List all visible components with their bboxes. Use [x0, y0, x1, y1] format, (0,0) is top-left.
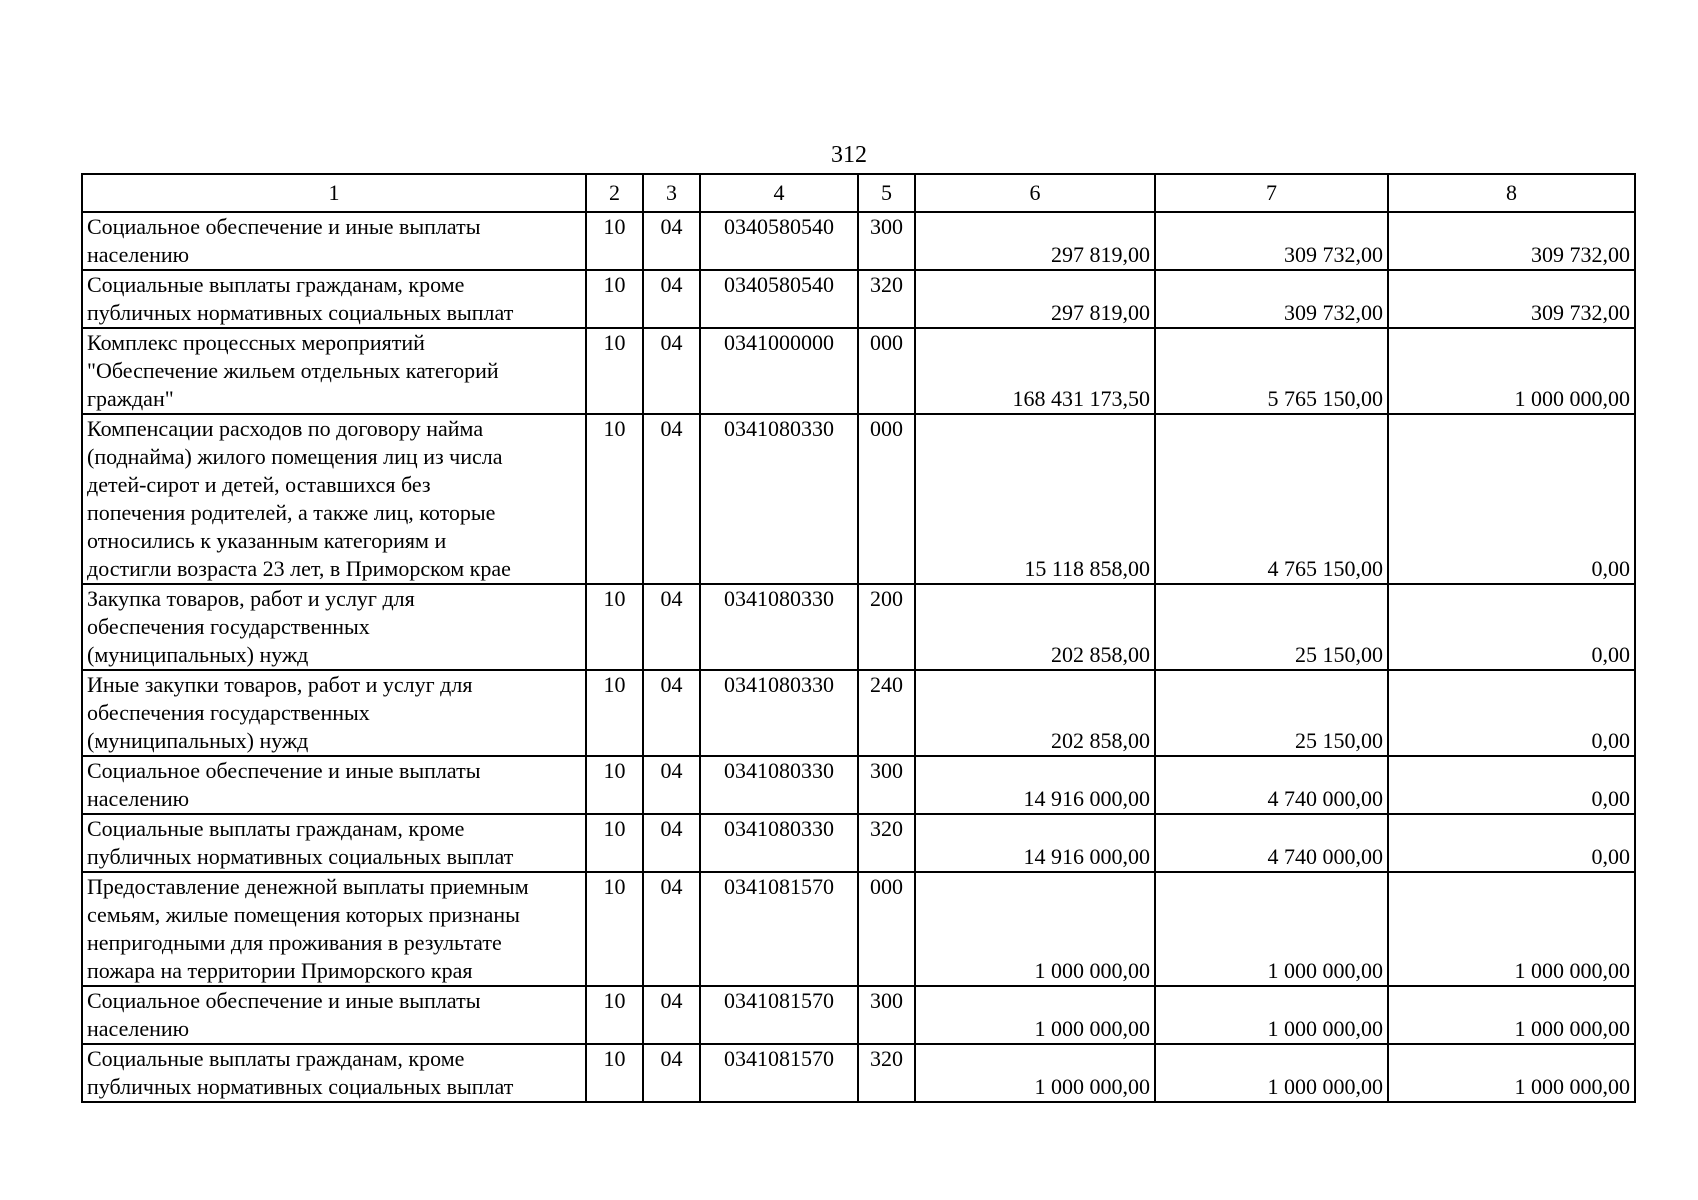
table-row — [82, 986, 1635, 1044]
target-article-cell: 0341080330 — [700, 670, 858, 756]
amount-col8-cell: 309 732,00 — [1388, 212, 1635, 270]
target-article-cell: 0341080330 — [700, 756, 858, 814]
amount-col8-cell: 309 732,00 — [1388, 270, 1635, 328]
amount-col6-cell: 14 916 000,00 — [915, 756, 1155, 814]
target-article-cell: 0341081570 — [700, 986, 858, 1044]
subsection-code-cell: 04 — [643, 414, 700, 584]
column-header-4: 4 — [700, 174, 858, 212]
target-article-cell: 0341000000 — [700, 328, 858, 414]
row-name-cell: Социальное обеспечение и иные выплаты населению — [82, 212, 586, 270]
subsection-code-cell: 04 — [643, 270, 700, 328]
column-header-2: 2 — [586, 174, 643, 212]
row-name-cell: Социальные выплаты гражданам, кроме публичных нормативных социальных выплат — [82, 1044, 586, 1102]
table-row — [82, 1044, 1635, 1102]
expense-type-cell: 240 — [858, 670, 915, 756]
subsection-code-cell: 04 — [643, 212, 700, 270]
row-name-cell: Компенсации расходов по договору найма (поднайма) жилого помещения лиц из числа детей-сирот и детей, оставшихся без попечения родителей, а также лиц, которые относились к указанным категориям и достигли возраста 23 лет, в Приморском крае — [82, 414, 586, 584]
row-name-cell: Закупка товаров, работ и услуг для обеспечения государственных (муниципальных) нужд — [82, 584, 586, 670]
column-header-3: 3 — [643, 174, 700, 212]
section-code-cell: 10 — [586, 328, 643, 414]
row-name-cell: Социальные выплаты гражданам, кроме публичных нормативных социальных выплат — [82, 270, 586, 328]
table-row — [82, 212, 1635, 270]
header-row — [82, 174, 1635, 212]
subsection-code-cell: 04 — [643, 584, 700, 670]
amount-col6-cell: 15 118 858,00 — [915, 414, 1155, 584]
section-code-cell: 10 — [586, 814, 643, 872]
amount-col7-cell: 5 765 150,00 — [1155, 328, 1388, 414]
table-row — [82, 414, 1635, 584]
expense-type-cell: 300 — [858, 756, 915, 814]
amount-col8-cell: 0,00 — [1388, 670, 1635, 756]
amount-col7-cell: 1 000 000,00 — [1155, 872, 1388, 986]
target-article-cell: 0341080330 — [700, 584, 858, 670]
amount-col8-cell: 1 000 000,00 — [1388, 872, 1635, 986]
amount-col6-cell: 297 819,00 — [915, 270, 1155, 328]
row-name-cell: Социальное обеспечение и иные выплаты населению — [82, 986, 586, 1044]
subsection-code-cell: 04 — [643, 1044, 700, 1102]
section-code-cell: 10 — [586, 872, 643, 986]
table-body — [82, 212, 1635, 1102]
target-article-cell: 0340580540 — [700, 270, 858, 328]
budget-table — [81, 173, 1636, 1103]
subsection-code-cell: 04 — [643, 328, 700, 414]
expense-type-cell: 300 — [858, 212, 915, 270]
target-article-cell: 0340580540 — [700, 212, 858, 270]
section-code-cell: 10 — [586, 212, 643, 270]
amount-col7-cell: 4 740 000,00 — [1155, 756, 1388, 814]
expense-type-cell: 000 — [858, 414, 915, 584]
column-header-7: 7 — [1155, 174, 1388, 212]
section-code-cell: 10 — [586, 270, 643, 328]
column-header-1: 1 — [82, 174, 586, 212]
section-code-cell: 10 — [586, 670, 643, 756]
amount-col6-cell: 168 431 173,50 — [915, 328, 1155, 414]
expense-type-cell: 200 — [858, 584, 915, 670]
column-header-6: 6 — [915, 174, 1155, 212]
column-header-8: 8 — [1388, 174, 1635, 212]
amount-col6-cell: 14 916 000,00 — [915, 814, 1155, 872]
amount-col7-cell: 309 732,00 — [1155, 270, 1388, 328]
row-name-cell: Иные закупки товаров, работ и услуг для обеспечения государственных (муниципальных) нужд — [82, 670, 586, 756]
amount-col6-cell: 202 858,00 — [915, 584, 1155, 670]
subsection-code-cell: 04 — [643, 670, 700, 756]
amount-col7-cell: 4 765 150,00 — [1155, 414, 1388, 584]
amount-col7-cell: 309 732,00 — [1155, 212, 1388, 270]
amount-col8-cell: 0,00 — [1388, 414, 1635, 584]
amount-col7-cell: 1 000 000,00 — [1155, 986, 1388, 1044]
row-name-cell: Комплекс процессных мероприятий "Обеспечение жильем отдельных категорий граждан" — [82, 328, 586, 414]
amount-col8-cell: 1 000 000,00 — [1388, 328, 1635, 414]
amount-col7-cell: 25 150,00 — [1155, 670, 1388, 756]
expense-type-cell: 320 — [858, 814, 915, 872]
table-row — [82, 328, 1635, 414]
subsection-code-cell: 04 — [643, 814, 700, 872]
section-code-cell: 10 — [586, 1044, 643, 1102]
subsection-code-cell: 04 — [643, 986, 700, 1044]
expense-type-cell: 300 — [858, 986, 915, 1044]
target-article-cell: 0341081570 — [700, 872, 858, 986]
section-code-cell: 10 — [586, 414, 643, 584]
amount-col8-cell: 1 000 000,00 — [1388, 986, 1635, 1044]
table-row — [82, 584, 1635, 670]
row-name-cell: Социальные выплаты гражданам, кроме публичных нормативных социальных выплат — [82, 814, 586, 872]
amount-col6-cell: 1 000 000,00 — [915, 986, 1155, 1044]
expense-type-cell: 000 — [858, 872, 915, 986]
amount-col6-cell: 202 858,00 — [915, 670, 1155, 756]
expense-type-cell: 320 — [858, 1044, 915, 1102]
table-header — [82, 174, 1635, 212]
amount-col6-cell: 297 819,00 — [915, 212, 1155, 270]
amount-col7-cell: 25 150,00 — [1155, 584, 1388, 670]
page-number: 312 — [831, 142, 867, 168]
section-code-cell: 10 — [586, 584, 643, 670]
section-code-cell: 10 — [586, 986, 643, 1044]
amount-col7-cell: 4 740 000,00 — [1155, 814, 1388, 872]
amount-col6-cell: 1 000 000,00 — [915, 1044, 1155, 1102]
table-row — [82, 872, 1635, 986]
target-article-cell: 0341080330 — [700, 414, 858, 584]
amount-col8-cell: 0,00 — [1388, 814, 1635, 872]
subsection-code-cell: 04 — [643, 872, 700, 986]
amount-col8-cell: 0,00 — [1388, 584, 1635, 670]
table-row — [82, 814, 1635, 872]
table-row — [82, 270, 1635, 328]
subsection-code-cell: 04 — [643, 756, 700, 814]
amount-col7-cell: 1 000 000,00 — [1155, 1044, 1388, 1102]
column-header-5: 5 — [858, 174, 915, 212]
table-row — [82, 756, 1635, 814]
target-article-cell: 0341080330 — [700, 814, 858, 872]
expense-type-cell: 000 — [858, 328, 915, 414]
expense-type-cell: 320 — [858, 270, 915, 328]
amount-col8-cell: 1 000 000,00 — [1388, 1044, 1635, 1102]
section-code-cell: 10 — [586, 756, 643, 814]
row-name-cell: Социальное обеспечение и иные выплаты населению — [82, 756, 586, 814]
table-row — [82, 670, 1635, 756]
target-article-cell: 0341081570 — [700, 1044, 858, 1102]
row-name-cell: Предоставление денежной выплаты приемным семьям, жилые помещения которых признаны непригодными для проживания в результате пожара на территории Приморского края — [82, 872, 586, 986]
amount-col6-cell: 1 000 000,00 — [915, 872, 1155, 986]
amount-col8-cell: 0,00 — [1388, 756, 1635, 814]
